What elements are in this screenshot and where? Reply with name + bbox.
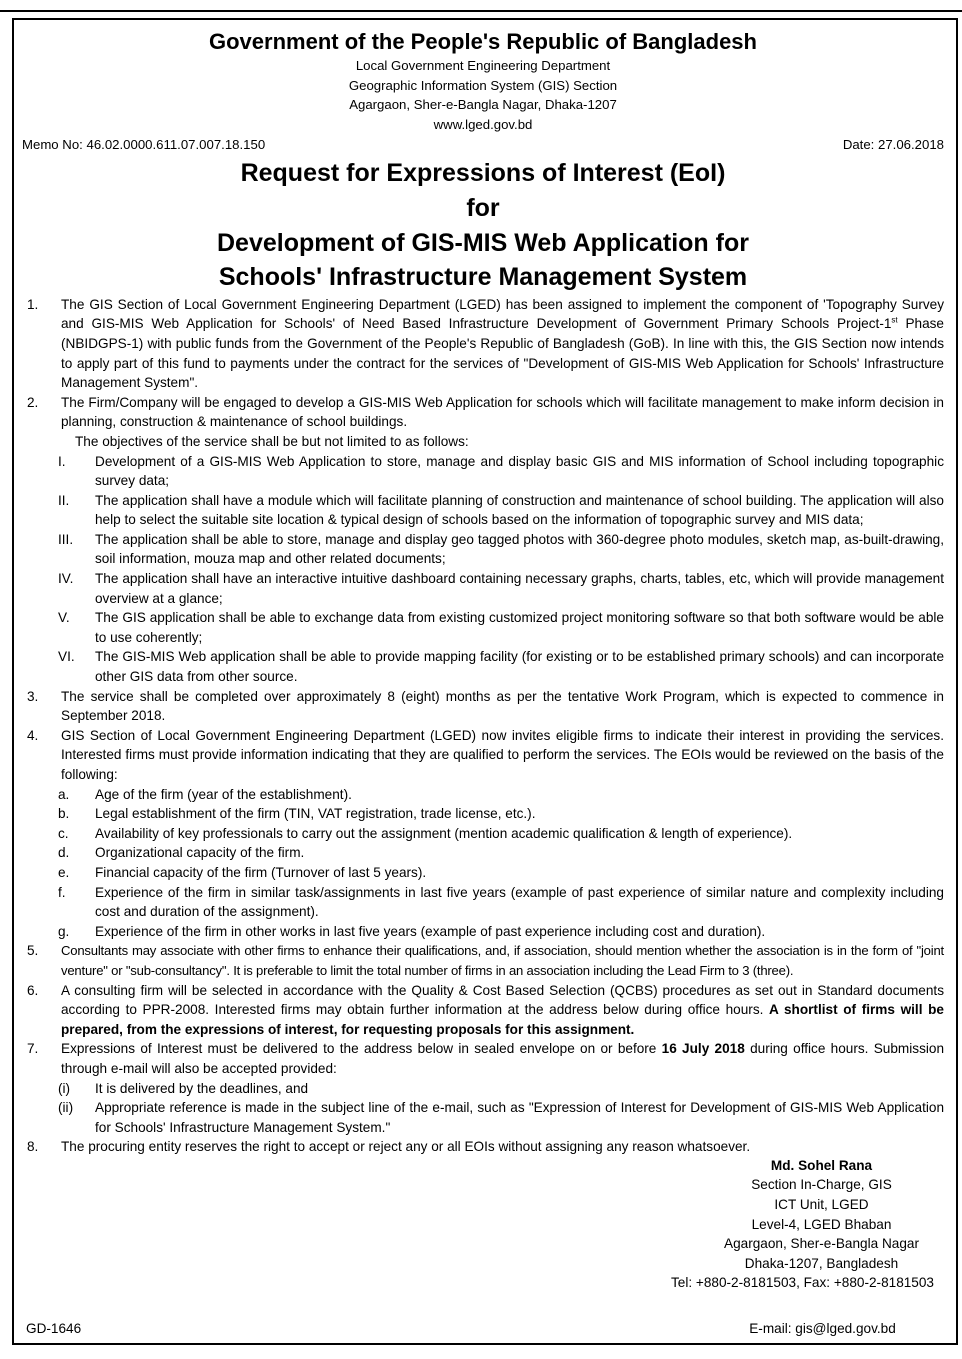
clause-number: 6. (27, 982, 39, 998)
objective-item (22, 569, 944, 608)
clause-text: The procuring entity reserves the right to accept or reject any or all EOIs without assigning any reason whatsoever. (61, 1139, 751, 1155)
shortlist-note: A shortlist of firms will be prepared, from the expressions of interest, for requesting proposals for this assignment. (61, 1002, 944, 1037)
criteria-text: Availability of key professionals to carry out the assignment (mention academic qualification & length of experience). (95, 825, 793, 841)
criteria-item (22, 785, 944, 805)
objective-number: I. (58, 453, 66, 469)
clause-4 (22, 726, 944, 785)
criteria-item (22, 883, 944, 922)
office-address: Agargaon, Sher-e-Bangla Nagar, Dhaka-1207 (349, 97, 617, 113)
clause-text: Consultants may associate with other firms to enhance their qualifications, and, if association, should mention whether the association is in the form of "joint venture" or "sub-consultancy". It is preferable to limit the total number of firms in an association including the Lead Firm to 3 (three). (61, 943, 944, 978)
criteria-text: Legal establishment of the firm (TIN, VAT registration, trade license, etc.). (95, 806, 536, 822)
criteria-item (22, 843, 944, 863)
title-line-2: for (466, 193, 500, 222)
clause-text: A consulting firm will be selected in accordance with the Quality & Cost Based Selection (QCBS) procedures as set out in Standard documents according to PPR-2008. Interested firms may obtain further information at the address below during office hours. (61, 982, 944, 1018)
clause-number: 5. (27, 943, 39, 959)
objective-text: The application shall have a module which will facilitate planning of construction and maintenance of school building. The application will also help to select the suitable site location & typical design of schools based on the information of topographic survey and MIS data; (95, 492, 944, 528)
signatory-address-1: Agargaon, Sher-e-Bangla Nagar (724, 1236, 919, 1252)
clause-number: 3. (27, 688, 39, 704)
signatory-name: Md. Sohel Rana (770, 1157, 873, 1173)
objectives-intro: The objectives of the service shall be but not limited to as follows: (75, 433, 469, 449)
top-rule (0, 10, 962, 12)
clause-text: The GIS Section of Local Government Engineering Department (LGED) has been assigned to implement the component of 'Topography Survey and GIS-MIS Web Application for Schools' of Need Based Infrastructure Development of Government Primary Schools Project-1 (61, 296, 944, 332)
email-condition (22, 1098, 944, 1137)
objective-number: III. (58, 531, 74, 547)
clause-number: 4. (27, 727, 39, 743)
criteria-item (22, 824, 944, 844)
criteria-item (22, 922, 944, 942)
notice-title (22, 156, 944, 294)
clause-5 (22, 941, 944, 980)
gd-code: GD-1646 (26, 1321, 82, 1336)
condition-number: (i) (58, 1080, 71, 1096)
objective-text: The application shall be able to store, manage and display geo tagged photos with 360-degree photo modules, sketch map, as-built-drawing, soil information, mouza map and other related documents; (95, 531, 944, 567)
criteria-letter: a. (58, 786, 70, 802)
objective-item (22, 647, 944, 686)
clause-7 (22, 1039, 944, 1078)
government-heading: Government of the People's Republic of Bangladesh (209, 29, 757, 54)
signatory-unit: ICT Unit, LGED (774, 1197, 869, 1213)
criteria-text: Experience of the firm in other works in last five years (example of past experience including cost and duration). (95, 923, 766, 939)
criteria-letter: c. (58, 825, 69, 841)
clause-6 (22, 981, 944, 1040)
objective-text: Development of a GIS-MIS Web Application to store, manage and display basic GIS and MIS information of School including topographic survey data; (95, 453, 944, 489)
objective-number: II. (58, 492, 70, 508)
signatory-title: Section In-Charge, GIS (751, 1177, 892, 1193)
ordinal-suffix: st (891, 315, 898, 325)
criteria-letter: g. (58, 923, 70, 939)
clause-number: 7. (27, 1041, 39, 1057)
clause-text: Expressions of Interest must be delivered to the address below in sealed envelope on or before (61, 1041, 662, 1057)
condition-text: Appropriate reference is made in the subject line of the e-mail, such as "Expression of Interest for Development of GIS-MIS Web Application for Schools' Infrastructure Management System." (95, 1100, 944, 1135)
criteria-letter: b. (58, 806, 70, 822)
objective-item (22, 491, 944, 530)
clause-2 (22, 393, 944, 432)
objective-number: IV. (58, 571, 74, 587)
criteria-letter: e. (58, 864, 70, 880)
objective-item (22, 530, 944, 569)
clause-8 (22, 1137, 944, 1157)
email-condition (22, 1079, 944, 1099)
criteria-letter: d. (58, 845, 70, 861)
department-name: Local Government Engineering Department (355, 58, 611, 73)
criteria-text: Age of the firm (year of the establishment). (95, 786, 352, 802)
memo-date: Date: 27.06.2018 (842, 137, 944, 153)
clause-text: GIS Section of Local Government Engineering Department (LGED) now invites eligible firms to indicate their interest in providing the services. Interested firms must provide information indicating that they are qualified to perform the services. The EOIs would be reviewed on the basis of the following: (61, 727, 944, 782)
clause-number: 2. (27, 394, 39, 410)
criteria-item (22, 863, 944, 883)
memo-number: Memo No: 46.02.0000.611.07.007.18.150 (22, 137, 266, 153)
criteria-letter: f. (58, 884, 66, 900)
section-name: Geographic Information System (GIS) Section (348, 77, 618, 93)
clause-number: 1. (27, 296, 39, 312)
signature-block (22, 1156, 944, 1293)
objective-number: VI. (58, 649, 75, 665)
objective-text: The GIS application shall be able to exchange data from existing customized project monitoring software so that both software would be able to use coherently; (95, 610, 944, 645)
condition-number: (ii) (58, 1100, 74, 1116)
objective-text: The GIS-MIS Web application shall be able to provide mapping facility (for existing or to be established primary schools) and can incorporate other GIS data from other source. (95, 649, 944, 685)
memo-row (22, 135, 944, 154)
objective-number: V. (58, 610, 70, 626)
objective-item (22, 452, 944, 491)
objective-item (22, 608, 944, 647)
clause-text: during office hours. Submission through e-mail will also be accepted provided: (61, 1041, 945, 1076)
signatory-address-2: Dhaka-1207, Bangladesh (744, 1255, 899, 1271)
clause-3 (22, 687, 944, 726)
criteria-item (22, 804, 944, 824)
title-line-3: Development of GIS-MIS Web Application for (217, 228, 749, 257)
clause-text: The service shall be completed over approximately 8 (eight) months as per the tentative Work Program, which is expected to commence in September 2018. (61, 688, 944, 724)
clause-text: The Firm/Company will be engaged to develop a GIS-MIS Web Application for schools which will facilitate management to make inform decision in planning, construction & maintenance of school buildings. (61, 394, 944, 430)
document (22, 28, 944, 1293)
title-line-1: Request for Expressions of Interest (EoI) (240, 159, 726, 188)
clause-text: Phase (NBIDGPS-1) with public funds from the Government of the People's Republic of Bangladesh (GoB). In line with this, the GIS Section now intends to apply part of this fund to payments under the contract for the services of "Development of GIS-MIS Web Application for Schools' Infrastructure Management System". (61, 316, 944, 391)
signatory-email[interactable]: E-mail: gis@lged.gov.bd (749, 1321, 896, 1336)
title-line-4: Schools' Infrastructure Management System (218, 263, 748, 292)
objective-text: The application shall have an interactive intuitive dashboard containing necessary graphs, charts, tables, etc, which will provide management overview at a glance; (95, 571, 944, 606)
website-link[interactable]: www.lged.gov.bd (433, 116, 533, 132)
criteria-text: Experience of the firm in similar task/assignments in last five years (example of past experience of similar nature and complexity including cost and duration of the assignment). (95, 884, 944, 920)
condition-text: It is delivered by the deadlines, and (95, 1080, 309, 1096)
signatory-tel-fax: Tel: +880-2-8181503, Fax: +880-2-8181503 (670, 1275, 934, 1291)
signatory-level: Level-4, LGED Bhaban (751, 1216, 892, 1232)
clause-1 (22, 295, 944, 393)
criteria-text: Organizational capacity of the firm. (95, 845, 305, 861)
clause-number: 8. (27, 1139, 39, 1155)
criteria-text: Financial capacity of the firm (Turnover of last 5 years). (95, 864, 427, 880)
deadline-date: 16 July 2018 (661, 1041, 745, 1057)
